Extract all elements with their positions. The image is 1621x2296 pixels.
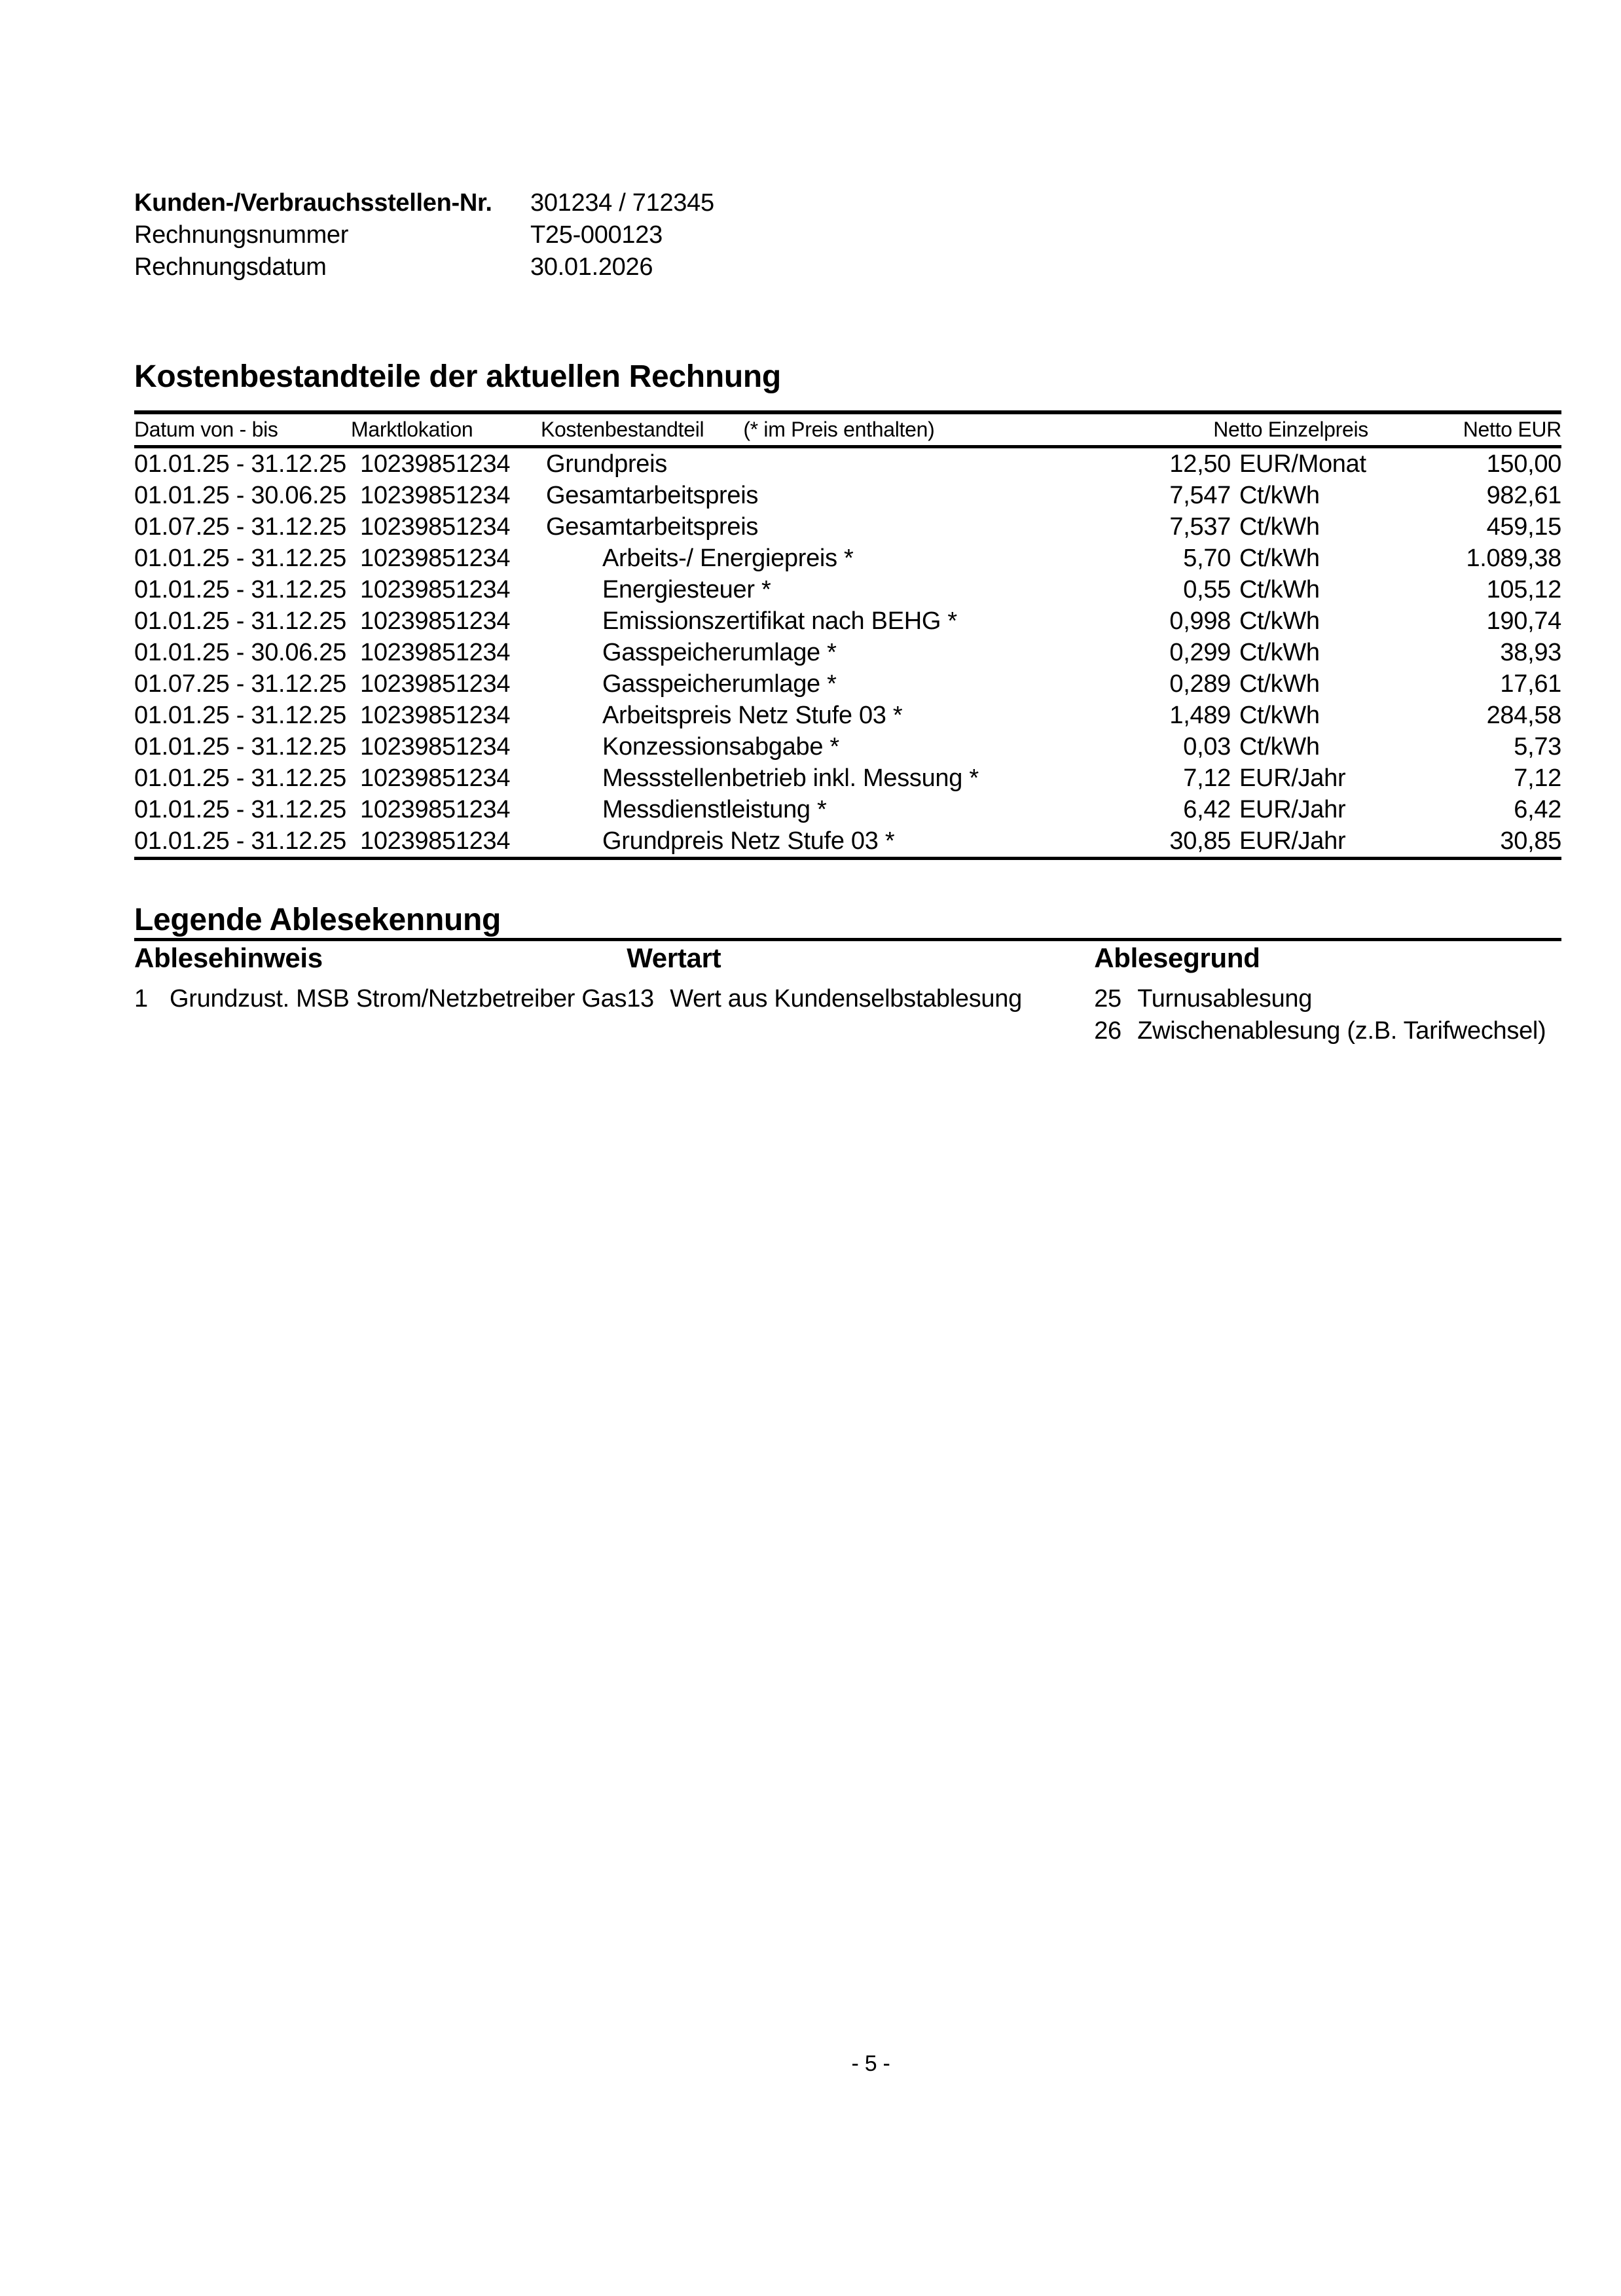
customer-number-value: 301234 / 712345	[530, 189, 714, 217]
cell-marktlokation: 10239851234	[360, 575, 511, 603]
cell-einzelpreis-unit: EUR/Monat	[1239, 450, 1366, 478]
cell-einzelpreis-unit: Ct/kWh	[1239, 638, 1320, 666]
cell-kostenbestandteil: Messdienstleistung *	[602, 795, 827, 823]
cell-datum: 01.07.25 - 31.12.25	[134, 512, 346, 541]
table-row	[134, 794, 1561, 825]
cell-einzelpreis-unit: EUR/Jahr	[1239, 764, 1346, 792]
legend-column	[627, 941, 1094, 1047]
col-header-preis-note: (* im Preis enthalten)	[743, 418, 935, 441]
invoice-date-value: 30.01.2026	[530, 253, 653, 281]
cell-einzelpreis-value: 30,85	[1169, 827, 1231, 855]
cell-netto-eur: 30,85	[1500, 827, 1561, 855]
cell-netto-eur: 459,15	[1486, 512, 1561, 541]
cell-datum: 01.07.25 - 31.12.25	[134, 670, 346, 698]
cell-marktlokation: 10239851234	[360, 638, 511, 666]
cell-marktlokation: 10239851234	[360, 764, 511, 792]
invoice-meta	[134, 187, 1561, 283]
cell-netto-eur: 982,61	[1486, 481, 1561, 509]
cell-datum: 01.01.25 - 31.12.25	[134, 827, 346, 855]
legend-item	[627, 983, 1094, 1015]
cell-kostenbestandteil: Messstellenbetrieb inkl. Messung *	[602, 764, 979, 792]
cost-table-header-row	[134, 414, 1561, 448]
page-number: - 5 -	[851, 2051, 890, 2076]
cell-einzelpreis-value: 0,299	[1169, 638, 1231, 666]
cell-marktlokation: 10239851234	[360, 795, 511, 823]
cell-netto-eur: 150,00	[1486, 450, 1561, 478]
legend-item	[1094, 1015, 1561, 1047]
cell-kostenbestandteil: Gasspeicherumlage *	[602, 670, 837, 698]
legend-column-header: Ablesehinweis	[134, 942, 323, 973]
col-header-marktlokation: Marktlokation	[351, 418, 473, 441]
cell-netto-eur: 1.089,38	[1466, 544, 1561, 572]
legend-item-list	[627, 983, 1094, 1015]
cell-datum: 01.01.25 - 31.12.25	[134, 450, 346, 478]
cell-einzelpreis-value: 5,70	[1183, 544, 1231, 572]
col-header-datum: Datum von - bis	[134, 418, 278, 441]
table-row	[134, 637, 1561, 668]
legend-item-list	[1094, 983, 1561, 1047]
cell-marktlokation: 10239851234	[360, 827, 511, 855]
legend-item-code: 1	[134, 985, 148, 1013]
cell-kostenbestandteil: Konzessionsabgabe *	[602, 732, 839, 761]
cell-einzelpreis-unit: Ct/kWh	[1239, 575, 1320, 603]
cell-einzelpreis-unit: Ct/kWh	[1239, 512, 1320, 541]
invoice-number-label: Rechnungsnummer	[134, 221, 349, 249]
invoice-page	[134, 0, 1561, 1047]
cell-einzelpreis-value: 6,42	[1183, 795, 1231, 823]
cell-datum: 01.01.25 - 31.12.25	[134, 575, 346, 603]
cell-netto-eur: 284,58	[1486, 701, 1561, 729]
cost-table	[134, 410, 1561, 860]
legend-item-list	[134, 983, 627, 1015]
cell-kostenbestandteil: Gesamtarbeitspreis	[546, 481, 759, 509]
legend-item-text: Turnusablesung	[1137, 985, 1313, 1013]
cell-marktlokation: 10239851234	[360, 544, 511, 572]
cell-marktlokation: 10239851234	[360, 670, 511, 698]
invoice-number-row	[134, 219, 1561, 251]
legend-column-header: Wertart	[627, 942, 721, 973]
cell-marktlokation: 10239851234	[360, 607, 511, 635]
cell-einzelpreis-value: 12,50	[1169, 450, 1231, 478]
table-row	[134, 762, 1561, 794]
legend-column	[134, 941, 627, 1047]
legend-item	[134, 983, 627, 1015]
cell-netto-eur: 7,12	[1514, 764, 1561, 792]
cell-kostenbestandteil: Emissionszertifikat nach BEHG *	[602, 607, 957, 635]
cell-netto-eur: 5,73	[1514, 732, 1561, 761]
cell-kostenbestandteil: Gesamtarbeitspreis	[546, 512, 759, 541]
cell-datum: 01.01.25 - 30.06.25	[134, 638, 346, 666]
legend-item-code: 13	[627, 985, 654, 1013]
cell-einzelpreis-value: 0,998	[1169, 607, 1231, 635]
cell-netto-eur: 6,42	[1514, 795, 1561, 823]
cell-netto-eur: 17,61	[1500, 670, 1561, 698]
cell-einzelpreis-unit: Ct/kWh	[1239, 481, 1320, 509]
customer-number-row	[134, 187, 1561, 219]
table-row	[134, 605, 1561, 637]
legend-item	[1094, 983, 1561, 1015]
cell-einzelpreis-value: 7,547	[1169, 481, 1231, 509]
cell-marktlokation: 10239851234	[360, 450, 511, 478]
legend-item-code: 26	[1094, 1017, 1121, 1045]
cell-einzelpreis-unit: Ct/kWh	[1239, 544, 1320, 572]
cell-einzelpreis-value: 7,12	[1183, 764, 1231, 792]
legend-column	[1094, 941, 1561, 1047]
table-row	[134, 574, 1561, 605]
cell-datum: 01.01.25 - 31.12.25	[134, 607, 346, 635]
table-row	[134, 480, 1561, 511]
cell-kostenbestandteil: Arbeits-/ Energiepreis *	[602, 544, 854, 572]
cell-einzelpreis-unit: Ct/kWh	[1239, 607, 1320, 635]
cell-einzelpreis-value: 7,537	[1169, 512, 1231, 541]
table-row	[134, 825, 1561, 857]
cell-einzelpreis-value: 0,55	[1183, 575, 1231, 603]
table-row	[134, 700, 1561, 731]
cell-kostenbestandteil: Energiesteuer *	[602, 575, 771, 603]
cell-kostenbestandteil: Grundpreis Netz Stufe 03 *	[602, 827, 895, 855]
col-header-kostenbestandteil-label: Kostenbestandteil	[541, 418, 704, 441]
col-header-netto-eur: Netto EUR	[1463, 418, 1561, 441]
cost-table-title: Kostenbestandteile der aktuellen Rechnung	[134, 359, 781, 394]
cell-datum: 01.01.25 - 31.12.25	[134, 544, 346, 572]
cell-datum: 01.01.25 - 31.12.25	[134, 795, 346, 823]
invoice-date-label: Rechnungsdatum	[134, 253, 327, 281]
cell-datum: 01.01.25 - 31.12.25	[134, 701, 346, 729]
cell-netto-eur: 38,93	[1500, 638, 1561, 666]
legend-item-code: 25	[1094, 985, 1121, 1013]
cell-einzelpreis-unit: Ct/kWh	[1239, 732, 1320, 761]
cell-netto-eur: 105,12	[1486, 575, 1561, 603]
cell-einzelpreis-unit: EUR/Jahr	[1239, 795, 1346, 823]
cell-einzelpreis-value: 1,489	[1169, 701, 1231, 729]
table-row	[134, 511, 1561, 543]
cell-kostenbestandteil: Arbeitspreis Netz Stufe 03 *	[602, 701, 903, 729]
legend-column-header: Ablesegrund	[1094, 942, 1260, 973]
cell-einzelpreis-unit: Ct/kWh	[1239, 670, 1320, 698]
cell-marktlokation: 10239851234	[360, 732, 511, 761]
legend-columns	[134, 941, 1561, 1047]
legend-item-text: Wert aus Kundenselbstablesung	[670, 985, 1022, 1013]
cell-datum: 01.01.25 - 30.06.25	[134, 481, 346, 509]
table-row	[134, 543, 1561, 574]
cell-marktlokation: 10239851234	[360, 512, 511, 541]
cell-marktlokation: 10239851234	[360, 481, 511, 509]
cell-datum: 01.01.25 - 31.12.25	[134, 732, 346, 761]
col-header-einzelpreis: Netto Einzelpreis	[1213, 418, 1368, 441]
cell-einzelpreis-unit: Ct/kWh	[1239, 701, 1320, 729]
table-row	[134, 448, 1561, 480]
cost-table-body	[134, 448, 1561, 857]
customer-number-label: Kunden-/Verbrauchsstellen-Nr.	[134, 189, 492, 217]
cell-einzelpreis-value: 0,03	[1183, 732, 1231, 761]
cell-kostenbestandteil: Grundpreis	[546, 450, 667, 478]
cell-datum: 01.01.25 - 31.12.25	[134, 764, 346, 792]
cell-marktlokation: 10239851234	[360, 701, 511, 729]
cell-einzelpreis-value: 0,289	[1169, 670, 1231, 698]
cell-einzelpreis-unit: EUR/Jahr	[1239, 827, 1346, 855]
col-header-kostenbestandteil	[541, 418, 1121, 442]
cell-netto-eur: 190,74	[1486, 607, 1561, 635]
legend-item-text: Zwischenablesung (z.B. Tarifwechsel)	[1137, 1017, 1546, 1045]
table-row	[134, 731, 1561, 762]
legend-item-text: Grundzust. MSB Strom/Netzbetreiber Gas	[170, 985, 627, 1013]
legend-title: Legende Ablesekennung	[134, 903, 501, 937]
table-row	[134, 668, 1561, 700]
cell-kostenbestandteil: Gasspeicherumlage *	[602, 638, 837, 666]
invoice-number-value: T25-000123	[530, 221, 663, 249]
invoice-date-row	[134, 251, 1561, 283]
